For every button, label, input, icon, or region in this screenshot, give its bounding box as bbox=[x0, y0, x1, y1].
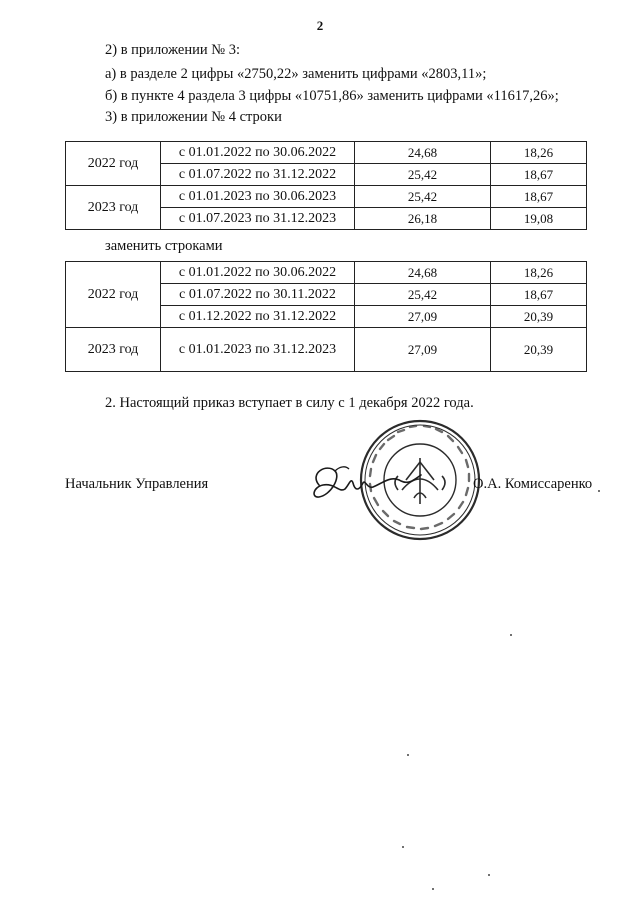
value-cell: 27,09 bbox=[355, 306, 491, 328]
period-cell: с 01.01.2022 по 30.06.2022 bbox=[161, 142, 355, 164]
scan-speck bbox=[407, 754, 409, 756]
table-new-rows bbox=[65, 261, 587, 372]
value-cell: 18,26 bbox=[491, 142, 587, 164]
scan-speck bbox=[432, 888, 434, 890]
year-cell: 2023 год bbox=[66, 186, 161, 230]
value-cell: 20,39 bbox=[491, 328, 587, 372]
value-cell: 26,18 bbox=[355, 208, 491, 230]
period-cell: с 01.07.2022 по 30.11.2022 bbox=[161, 284, 355, 306]
scan-speck bbox=[510, 634, 512, 636]
year-cell: 2023 год bbox=[66, 328, 161, 372]
table-row bbox=[66, 142, 587, 164]
scan-speck bbox=[402, 846, 404, 848]
value-cell: 25,42 bbox=[355, 186, 491, 208]
table-row bbox=[66, 328, 587, 372]
value-cell: 20,39 bbox=[491, 306, 587, 328]
scan-speck bbox=[488, 874, 490, 876]
period-cell: с 01.01.2022 по 30.06.2022 bbox=[161, 262, 355, 284]
signature-icon bbox=[305, 455, 425, 515]
year-cell: 2022 год bbox=[66, 142, 161, 186]
scan-speck bbox=[598, 490, 600, 492]
value-cell: 19,08 bbox=[491, 208, 587, 230]
period-cell: с 01.01.2023 по 31.12.2023 bbox=[161, 328, 355, 372]
signer-name: О.А. Комиссаренко bbox=[473, 476, 593, 492]
value-cell: 18,67 bbox=[491, 186, 587, 208]
period-cell: с 01.01.2023 по 30.06.2023 bbox=[161, 186, 355, 208]
value-cell: 25,42 bbox=[355, 164, 491, 186]
table-row bbox=[66, 186, 587, 208]
value-cell: 18,67 bbox=[491, 284, 587, 306]
year-cell: 2022 год bbox=[66, 262, 161, 328]
text-line-section-3: б) в пункте 4 раздела 3 цифры «10751,86» заменить цифрами «11617,26»; bbox=[105, 88, 559, 104]
signer-title: Начальник Управления bbox=[65, 476, 209, 492]
text-line-section-2: а) в разделе 2 цифры «2750,22» заменить цифрами «2803,11»; bbox=[105, 66, 487, 82]
value-cell: 18,67 bbox=[491, 164, 587, 186]
period-cell: с 01.12.2022 по 31.12.2022 bbox=[161, 306, 355, 328]
value-cell: 27,09 bbox=[355, 328, 491, 372]
table-row bbox=[66, 262, 587, 284]
page-number: 2 bbox=[316, 18, 324, 33]
effective-date-text: 2. Настоящий приказ вступает в силу с 1 декабря 2022 года. bbox=[105, 395, 474, 411]
value-cell: 24,68 bbox=[355, 142, 491, 164]
period-cell: с 01.07.2023 по 31.12.2023 bbox=[161, 208, 355, 230]
replace-text: заменить строками bbox=[105, 238, 223, 254]
table-old-rows bbox=[65, 141, 587, 230]
value-cell: 25,42 bbox=[355, 284, 491, 306]
value-cell: 24,68 bbox=[355, 262, 491, 284]
text-line-appendix-4: 3) в приложении № 4 строки bbox=[105, 109, 282, 125]
text-line-appendix-3: 2) в приложении № 3: bbox=[105, 42, 240, 58]
value-cell: 18,26 bbox=[491, 262, 587, 284]
period-cell: с 01.07.2022 по 31.12.2022 bbox=[161, 164, 355, 186]
